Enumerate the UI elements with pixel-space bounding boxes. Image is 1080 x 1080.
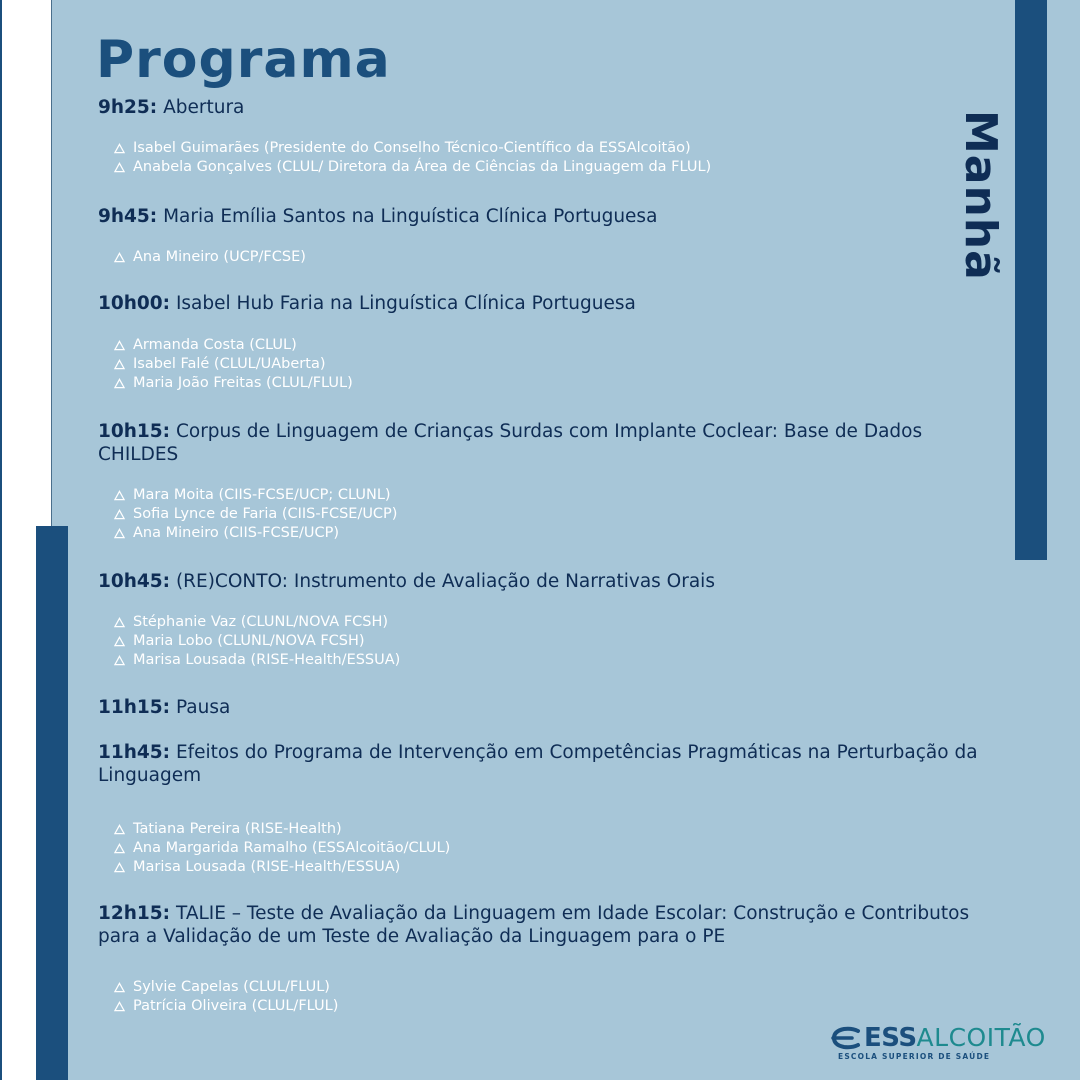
essalcoitao-logo	[830, 1022, 1050, 1070]
speaker-name: Isabel Falé (CLUL/UAberta)	[133, 356, 326, 372]
logo-subtitle: ESCOLA SUPERIOR DE SAÚDE	[838, 1052, 991, 1061]
triangle-bullet-icon	[114, 162, 125, 173]
triangle-bullet-icon	[114, 509, 125, 520]
speaker-item	[114, 839, 450, 858]
speaker-item	[114, 632, 400, 651]
triangle-bullet-icon	[114, 490, 125, 501]
session-time: 9h25:	[98, 97, 158, 118]
session-title: (RE)CONTO: Instrumento de Avaliação de Narrativas Orais	[175, 571, 715, 592]
speaker-item	[114, 613, 400, 632]
triangle-bullet-icon	[114, 378, 125, 389]
speaker-name: Sofia Lynce de Faria (CIIS-FCSE/UCP)	[133, 506, 398, 522]
session-heading	[98, 205, 998, 228]
session-heading	[98, 420, 998, 466]
session-item	[98, 902, 998, 1014]
session-heading	[98, 292, 998, 315]
speaker-name: Patrícia Oliveira (CLUL/FLUL)	[133, 998, 339, 1014]
session-title: Corpus de Linguagem de Crianças Surdas com Implante Coclear: Base de Dados CHILDES	[98, 421, 923, 465]
triangle-bullet-icon	[114, 862, 125, 873]
speaker-item	[114, 997, 338, 1016]
speaker-item	[114, 651, 400, 670]
triangle-bullet-icon	[114, 340, 125, 351]
speaker-name: Tatiana Pereira (RISE-Health)	[133, 821, 342, 837]
period-label: Manhã	[955, 110, 1006, 281]
speaker-name: Sylvie Capelas (CLUL/FLUL)	[133, 979, 330, 995]
triangle-bullet-icon	[114, 824, 125, 835]
session-heading	[98, 902, 1003, 948]
speaker-item	[114, 336, 353, 355]
logo-ess-text: ESS	[864, 1023, 917, 1053]
session-time: 10h00:	[98, 293, 171, 314]
session-title: Efeitos do Programa de Intervenção em Competências Pragmáticas na Perturbação da Linguagem	[98, 742, 978, 786]
session-heading	[98, 696, 998, 719]
session-time: 11h15:	[98, 697, 171, 718]
session-heading	[98, 570, 998, 593]
speaker-name: Mara Moita (CIIS-FCSE/UCP; CLUNL)	[133, 487, 391, 503]
session-title: Abertura	[163, 97, 245, 118]
triangle-bullet-icon	[114, 982, 125, 993]
speaker-name: Maria João Freitas (CLUL/FLUL)	[133, 375, 353, 391]
speaker-name: Ana Margarida Ramalho (ESSAlcoitão/CLUL)	[133, 840, 451, 856]
speaker-item	[114, 505, 397, 524]
logo-alcoitao-text: ALCOITÃO	[916, 1023, 1046, 1052]
session-title: Pausa	[175, 697, 231, 718]
speaker-name: Marisa Lousada (RISE-Health/ESSUA)	[133, 859, 401, 875]
session-item	[98, 96, 998, 175]
session-item	[98, 696, 998, 719]
triangle-bullet-icon	[114, 655, 125, 666]
session-heading	[98, 741, 978, 787]
session-time: 10h45:	[98, 571, 171, 592]
speaker-name: Isabel Guimarães (Presidente do Conselho Técnico-Científico da ESSAlcoitão)	[133, 140, 691, 156]
session-title: Isabel Hub Faria na Linguística Clínica Portuguesa	[175, 293, 636, 314]
speaker-item	[114, 524, 397, 543]
speaker-item	[114, 820, 450, 839]
session-item	[98, 741, 998, 875]
logo-e-mark-icon	[830, 1024, 864, 1052]
speaker-name: Stéphanie Vaz (CLUNL/NOVA FCSH)	[133, 614, 389, 630]
speaker-name: Marisa Lousada (RISE-Health/ESSUA)	[133, 652, 401, 668]
triangle-bullet-icon	[114, 843, 125, 854]
speaker-item	[114, 374, 353, 393]
speaker-item	[114, 355, 353, 374]
session-time: 9h45:	[98, 206, 158, 227]
logo-wordmark	[830, 1022, 1046, 1052]
session-heading	[98, 96, 998, 119]
session-item	[98, 205, 998, 265]
left-edge-rule	[0, 0, 2, 1080]
session-title: Maria Emília Santos na Linguística Clínica Portuguesa	[163, 206, 658, 227]
speaker-name: Anabela Gonçalves (CLUL/ Diretora da Área de Ciências da Linguagem da FLUL)	[133, 159, 712, 175]
triangle-bullet-icon	[114, 143, 125, 154]
triangle-bullet-icon	[114, 1001, 125, 1012]
speaker-list	[114, 613, 400, 670]
speaker-item	[114, 158, 711, 177]
speaker-list	[114, 139, 711, 177]
speaker-item	[114, 139, 711, 158]
speaker-list	[114, 336, 353, 393]
speaker-name: Maria Lobo (CLUNL/NOVA FCSH)	[133, 633, 365, 649]
session-item	[98, 292, 998, 391]
left-accent-bar	[36, 526, 68, 1080]
speaker-item	[114, 248, 306, 267]
speaker-name: Ana Mineiro (UCP/FCSE)	[133, 249, 306, 265]
speaker-list	[114, 978, 338, 1016]
speaker-name: Armanda Costa (CLUL)	[133, 337, 297, 353]
triangle-bullet-icon	[114, 636, 125, 647]
session-time: 11h45:	[98, 742, 171, 763]
page-title: Programa	[96, 30, 391, 90]
speaker-item	[114, 486, 397, 505]
session-time: 12h15:	[98, 903, 171, 924]
speaker-name: Ana Mineiro (CIIS-FCSE/UCP)	[133, 525, 340, 541]
triangle-bullet-icon	[114, 359, 125, 370]
session-item	[98, 570, 998, 668]
triangle-bullet-icon	[114, 252, 125, 263]
speaker-item	[114, 858, 450, 877]
session-item	[98, 420, 998, 541]
session-title: TALIE – Teste de Avaliação da Linguagem em Idade Escolar: Construção e Contributos para a Validação de um Teste de Avaliação da Linguagem para o PE	[98, 903, 970, 947]
right-accent-bar	[1015, 0, 1047, 560]
speaker-list	[114, 248, 306, 267]
triangle-bullet-icon	[114, 617, 125, 628]
speaker-list	[114, 486, 397, 543]
triangle-bullet-icon	[114, 528, 125, 539]
speaker-list	[114, 820, 450, 877]
speaker-item	[114, 978, 338, 997]
session-time: 10h15:	[98, 421, 171, 442]
